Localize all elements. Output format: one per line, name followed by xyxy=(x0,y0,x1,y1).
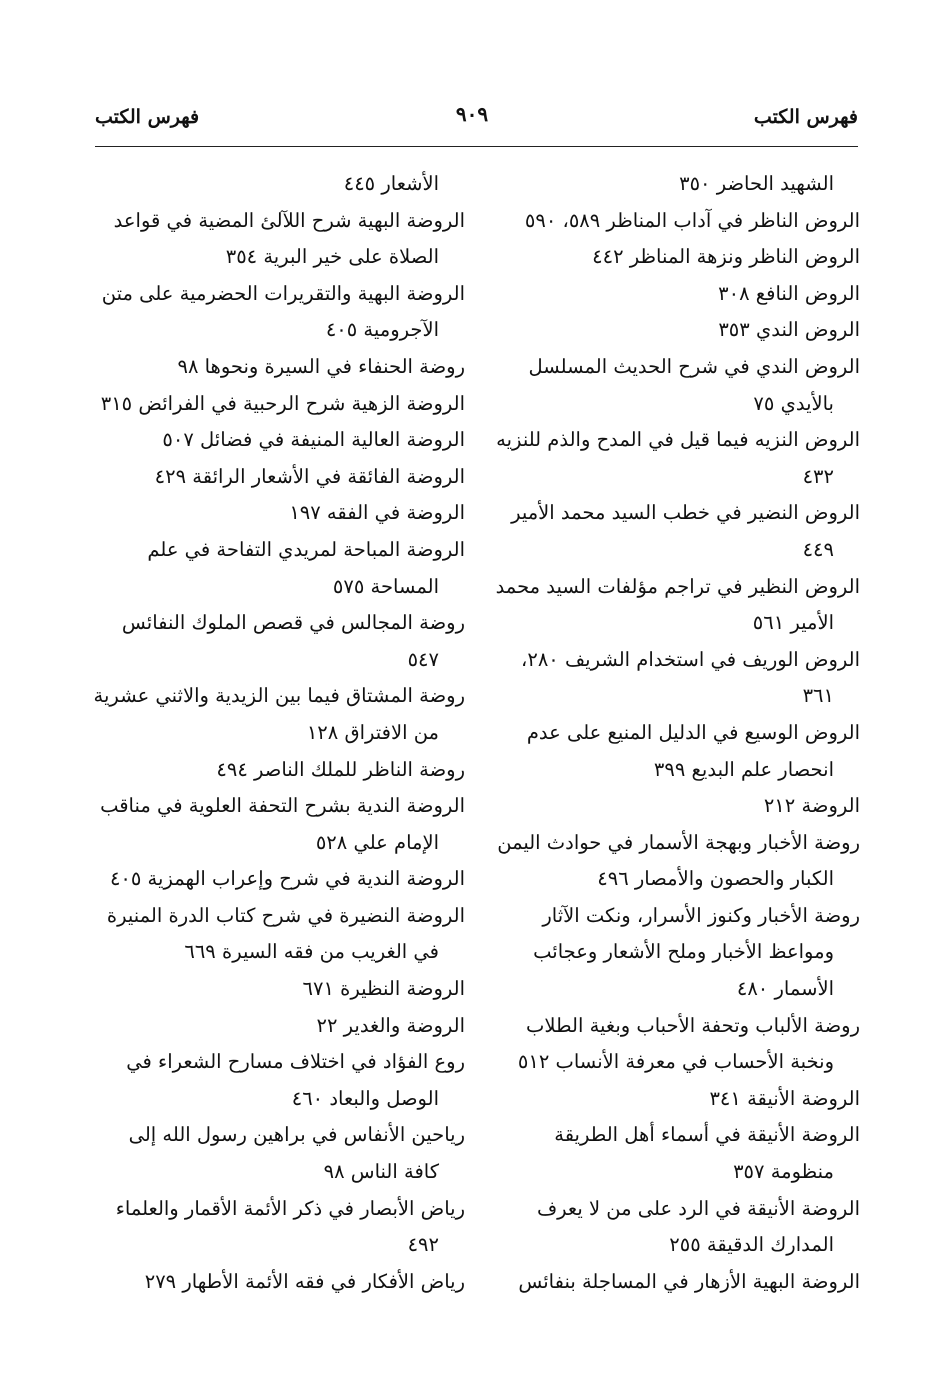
index-entry-continuation: الأشعار ٤٤٥ xyxy=(343,172,439,195)
index-entry: روضة الأخبار وكنوز الأسرار، ونكت الآثار ومواعظ الأخبار وملح الأشعار وعجائب الأسمار ٤٨٠ xyxy=(533,903,860,1001)
index-entry: الروضة الزهية شرح الرحبية في الفرائض ٣١٥ xyxy=(100,391,465,415)
index-entry: الروض الناظر في آداب المناظر ٥٨٩، ٥٩٠ xyxy=(524,208,860,232)
index-entry: الروضة النظيرة ٦٧١ xyxy=(302,977,465,1001)
left-column xyxy=(92,166,465,1300)
index-entry: الروضة البهية شرح اللآلئ المضية في قواعد الصلاة على خير البرية ٣٥٤ xyxy=(113,208,465,269)
index-entry: الروضة النضيرة في شرح كتاب الدرة المنيرة في الغريب من فقه السيرة ٦٦٩ xyxy=(106,903,465,964)
page-number: ٩٠٩ xyxy=(455,102,489,126)
index-entry: روضة الناظر للملك الناصر ٤٩٤ xyxy=(216,757,465,781)
index-entry: رياض الأبصار في ذكر الأئمة الأقمار والعلماء ٤٩٢ xyxy=(115,1196,465,1257)
index-entry: الروضة الأنيقة ٣٤١ xyxy=(709,1086,860,1110)
index-entry: الروض النظير في تراجم مؤلفات السيد محمد الأمير ٥٦١ xyxy=(495,574,860,635)
index-entry: الروض النزيه فيما قيل في المدح والذم للنزيه ٤٣٢ xyxy=(496,428,860,488)
index-entry: الروض النافع ٣٠٨ xyxy=(718,281,860,305)
index-entry: الروضة في الفقه ١٩٧ xyxy=(289,501,465,525)
index-entry: الروض النضير في خطب السيد محمد الأمير ٤٤٩ xyxy=(511,501,860,561)
index-entry: الروضة المباحة لمريدي التفاحة في علم المساحة ٥٧٥ xyxy=(147,537,465,598)
index-entry: روضة المشتاق فيما بين الزيدية والاثني عشرية من الافتراق ١٢٨ xyxy=(93,684,465,744)
index-entry: الروضة الأنيقة في أسماء أهل الطريقة منظومة ٣٥٧ xyxy=(554,1123,860,1184)
index-entry: روضة الأخبار وبهجة الأسمار في حوادث اليمن الكبار والحصون والأمصار ٤٩٦ xyxy=(497,830,860,891)
index-entry: الروضة والغدير ٢٢ xyxy=(316,1013,465,1037)
index-entry: رياض الأفكار في فقه الأئمة الأطهار ٢٧٩ xyxy=(144,1269,465,1293)
index-entry: الروضة العالية المنيفة في فضائل ٥٠٧ xyxy=(162,428,465,452)
index-entry: روضة الحنفاء في السيرة ونحوها ٩٨ xyxy=(177,354,465,378)
index-entry: الروض الناظر ونزهة المناظر ٤٤٢ xyxy=(592,245,860,269)
index-entry: رياحين الأنفاس في براهين رسول الله إلى كافة الناس ٩٨ xyxy=(128,1123,465,1184)
index-entry: الروضة الندية بشرح التحفة العلوية في مناقب الإمام علي ٥٢٨ xyxy=(100,794,465,854)
index-entry: الروضة الندية في شرح وإعراب الهمزية ٤٠٥ xyxy=(109,867,465,891)
index-entry: الروضة البهية الأزهار في المساجلة بنفائس xyxy=(518,1269,860,1293)
index-entry: روضة الألباب وتحفة الأحباب وبغية الطلاب ونخبة الأحساب في معرفة الأنساب ٥١٢ xyxy=(517,1013,860,1074)
running-header-left: فهرس الكتب xyxy=(95,106,200,128)
index-entry: الروض الندي ٣٥٣ xyxy=(718,318,860,342)
index-entry: الروض الندي في شرح الحديث المسلسل بالأيدي ٧٥ xyxy=(528,354,860,415)
index-entry: الروض الوريف في استخدام الشريف ٢٨٠، ٣٦١ xyxy=(521,647,860,708)
index-entry: الروضة الأنيقة في الرد على من لا يعرف المدارك الدقيقة ٢٥٥ xyxy=(536,1196,860,1257)
index-entry: الروضة الفائقة في الأشعار الرائقة ٤٢٩ xyxy=(154,464,465,488)
index-entry: الشهيد الحاضر ٣٥٠ xyxy=(679,172,834,195)
index-entry: روع الفؤاد في اختلاف مسارح الشعراء في الوصل والبعاد ٤٦٠ xyxy=(126,1050,465,1110)
running-header-right: فهرس الكتب xyxy=(753,106,858,128)
header-rule xyxy=(95,146,858,147)
right-column xyxy=(489,166,860,1300)
index-entry: الروضة ٢١٢ xyxy=(763,794,860,818)
index-entry: الروض الوسيع في الدليل المنيع على عدم انحصار علم البديع ٣٩٩ xyxy=(526,720,860,781)
index-entry: الروضة البهية والتقريرات الحضرمية على متن الآجرومية ٤٠٥ xyxy=(101,281,465,342)
index-entry: روضة المجالس في قصص الملوك النفائس ٥٤٧ xyxy=(121,611,465,671)
